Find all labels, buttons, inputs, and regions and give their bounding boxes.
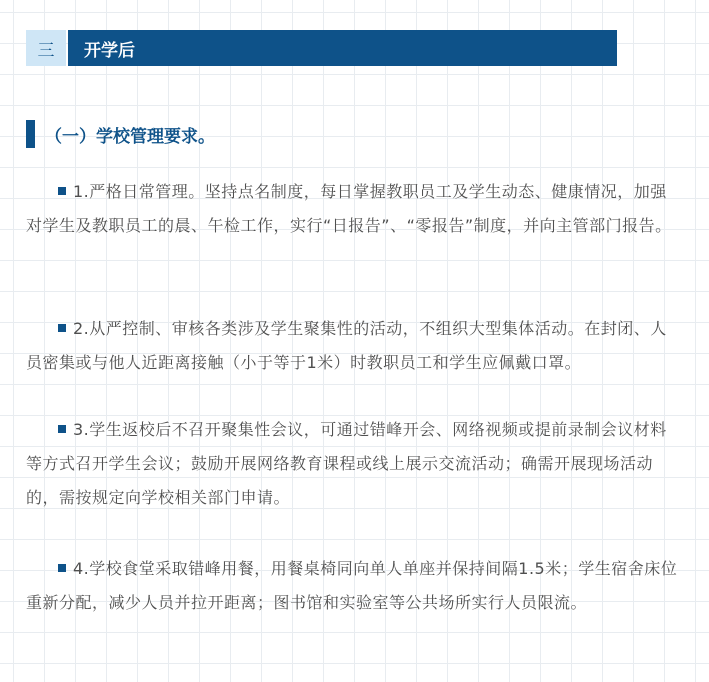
bullet-square-icon	[58, 425, 66, 433]
section-number: 三	[26, 30, 66, 66]
subheading	[26, 120, 215, 148]
paragraph-text: 2.从严控制、审核各类涉及学生聚集性的活动，不组织大型集体活动。在封闭、人员密集或与他人近距离接触（小于等于1米）时教职员工和学生应佩戴口罩。	[26, 319, 667, 372]
paragraph-text: 3.学生返校后不召开聚集性会议，可通过错峰开会、网络视频或提前录制会议材料等方式召开学生会议；鼓励开展网络教育课程或线上展示交流活动；确需开展现场活动的，需按规定向学校相关部门申请。	[26, 420, 667, 507]
paragraph-text: 1.严格日常管理。坚持点名制度，每日掌握教职员工及学生动态、健康情况，加强对学生及教职员工的晨、午检工作，实行“日报告”、“零报告”制度，并向主管部门报告。	[26, 182, 672, 235]
paragraph-3	[26, 413, 678, 515]
paragraph-4	[26, 552, 678, 620]
section-header	[26, 30, 617, 66]
paragraph-2	[26, 312, 678, 380]
paragraph-1	[26, 175, 678, 243]
subheading-text: （一）学校管理要求。	[45, 126, 215, 147]
bullet-square-icon	[58, 187, 66, 195]
bullet-square-icon	[58, 564, 66, 572]
bullet-square-icon	[58, 324, 66, 332]
section-title: 开学后	[68, 30, 617, 66]
paragraph-text: 4.学校食堂采取错峰用餐，用餐桌椅同向单人单座并保持间隔1.5米；学生宿舍床位重新分配，减少人员并拉开距离；图书馆和实验室等公共场所实行人员限流。	[26, 559, 678, 612]
subheading-marker	[26, 120, 35, 148]
